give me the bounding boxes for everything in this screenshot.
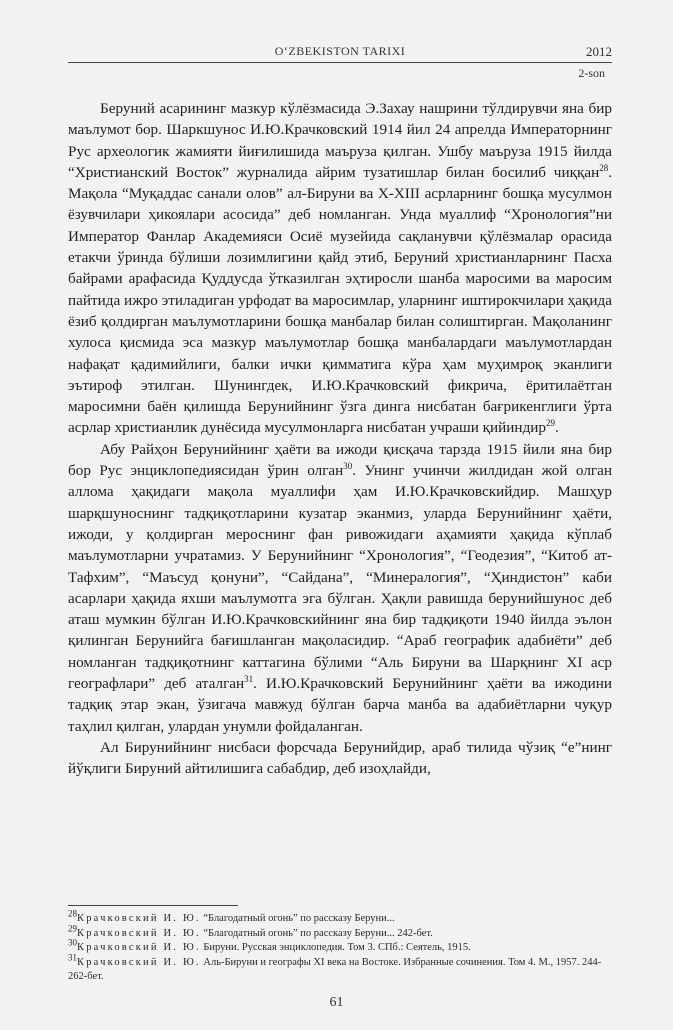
paragraph (68, 737, 612, 780)
header-rule (68, 62, 612, 63)
footnote-text: “Благодатный огонь” по рассказу Беруни... (200, 913, 395, 924)
footnote-text: Бируни. Русская энциклопедия. Том 3. СПб.: Сеятель, 1915. (200, 942, 471, 953)
text-run: Абу Райҳон Берунийнинг ҳаёти ва ижоди қисқача тарзда 1915 йили яна бир бор Рус энциклопедиясидан ўрин олган (68, 440, 612, 480)
footnote (68, 923, 612, 942)
paragraph (68, 98, 612, 439)
footnote-text: Аль-Бируни и географы XI века на Востоке. Избранные сочинения. Том 4. М., 1957. 244-262-бет. (68, 956, 602, 982)
running-header (68, 44, 612, 66)
footnote (68, 908, 612, 927)
issue-label: 2-son (578, 66, 605, 80)
footnote-number: 30 (68, 937, 77, 948)
footnote-author: Крачковский И. Ю. (77, 942, 201, 953)
text-run: Ал Бирунийнинг нисбаси форсчада Берунийдир, араб тилида чўзиқ “е”нинг йўқлиги Бируний айтилишига сабабдир, деб изоҳлайди, (68, 738, 612, 778)
footnote-number: 29 (68, 923, 77, 933)
footnote-author: Крачковский И. Ю. (77, 927, 201, 939)
footnote-ref: 28 (599, 162, 609, 173)
text-run: . Мақола “Муқаддас санали олов” ал-Бируни ва X-XIII асрларнинг бошқа мусулмон ёзувчилари ҳикоялари асосида” деб номланган. Унда муаллиф “Хронология”ни Император Фанлар Академияси Осиё музейида сақланувчи қўлёзмалар орасида етакчи ўринда бўлиши лозимлигини қайд этиб, Беруний христианларнинг Пасха байрами арафасида Қуддусда ўтказилган эҳтиросли шанба маросими ва маросим пайтида ижро этиладиган урфодат ва маросимлар, уларнинг иштирокчилари ҳақида ёзиб қолдирган маълумотларини бошқа манбалар билан солиштирган. Мақоланинг хулоса қисмида эса мазкур маълумотлар бошқа манбалардаги маълумотлардан нафақат қадимийлиги, балки ички қимматига кўра ҳам муҳимроқ эканлиги эътироф этилган. Шунингдек, И.Ю.Крачковский фикрича, ёритилаётган маросимни баён қилишда Берунийнинг ўзга динга нисбатан бағрикенглиги ўрта асрлар христианлик дунёсида мусулмонларга нисбатан учраши қийиндир (68, 163, 612, 437)
footnote-separator (68, 905, 238, 906)
footnote-number: 31 (68, 952, 77, 962)
year-label: 2012 (586, 44, 612, 59)
footnote-author: Крачковский И. Ю. (77, 956, 201, 968)
page-number: 61 (329, 995, 344, 1010)
footnote-ref: 31 (244, 673, 254, 684)
footnote-ref: 30 (343, 460, 353, 471)
text-run: Беруний асарининг мазкур кўлёзмасида Э.Захау нашрини тўлдирувчи яна бир маълумот бор. Шаркшунос И.Ю.Крачковский 1914 йил 24 апрелда Императорнинг Рус археологик жамияти йиғилишида маъруза қилган. Ушбу маъруза 1915 йилда “Христианский Восток” журналида айрим тузатишлар билан босилиб чиққан (68, 100, 612, 181)
footnote-author: Крачковский И. Ю. (77, 913, 201, 924)
footnote-number: 28 (68, 908, 77, 919)
text-run: . И.Ю.Крачковский Берунийнинг ҳаёти ва ижодини тадқиқ этар экан, ўзигача мавжуд бўлган барча манба ва адабиётларни чуқур таҳлил қилган, улардан унумли фойдаланган. (68, 675, 612, 735)
journal-title: O‘ZBEKISTON TARIXI (274, 44, 406, 58)
footnote (68, 937, 612, 956)
article-body (68, 98, 612, 780)
paragraph (68, 439, 612, 737)
footnotes (68, 908, 612, 985)
footnote-ref: 29 (546, 418, 556, 429)
footnote (68, 952, 612, 985)
footnote-text: “Благодатный огонь” по рассказу Беруни... 242-бет. (200, 927, 433, 939)
text-run: . Унинг учинчи жилдидан жой олган аллома ҳақидаги мақола муаллифи ҳам И.Ю.Крачковскийдир. Машҳур шарқшуноснинг тадқиқотларини кузатар эканмиз, уларда Берунийнинг ҳаёти, ижоди, у қолдирган мероснинг фан ривожидаги аҳамияти ҳақида кўплаб маълумотларни учратамиз. У Берунийнинг “Хронология”, “Геодезия”, “Китоб ат-Тафхим”, “Маъсуд қонуни”, “Сайдана”, “Минералогия”, “Ҳиндистон” каби асарлари ҳақида яхши маълумотга эга бўлган. Ҳақли равишда берунийшунос деб аташ мумкин бўлган И.Ю.Крачковскийнинг яна бир тадқиқоти 1940 йилда эълон қилинган Берунийга бағишланган мақоласидир. “Араб географик адабиёти” деб номланган тадқиқотнинг каттагина бўлими “Аль Бируни ва Шарқнинг XI аср географлари” деб аталган (68, 462, 612, 693)
text-run: . (555, 419, 559, 437)
